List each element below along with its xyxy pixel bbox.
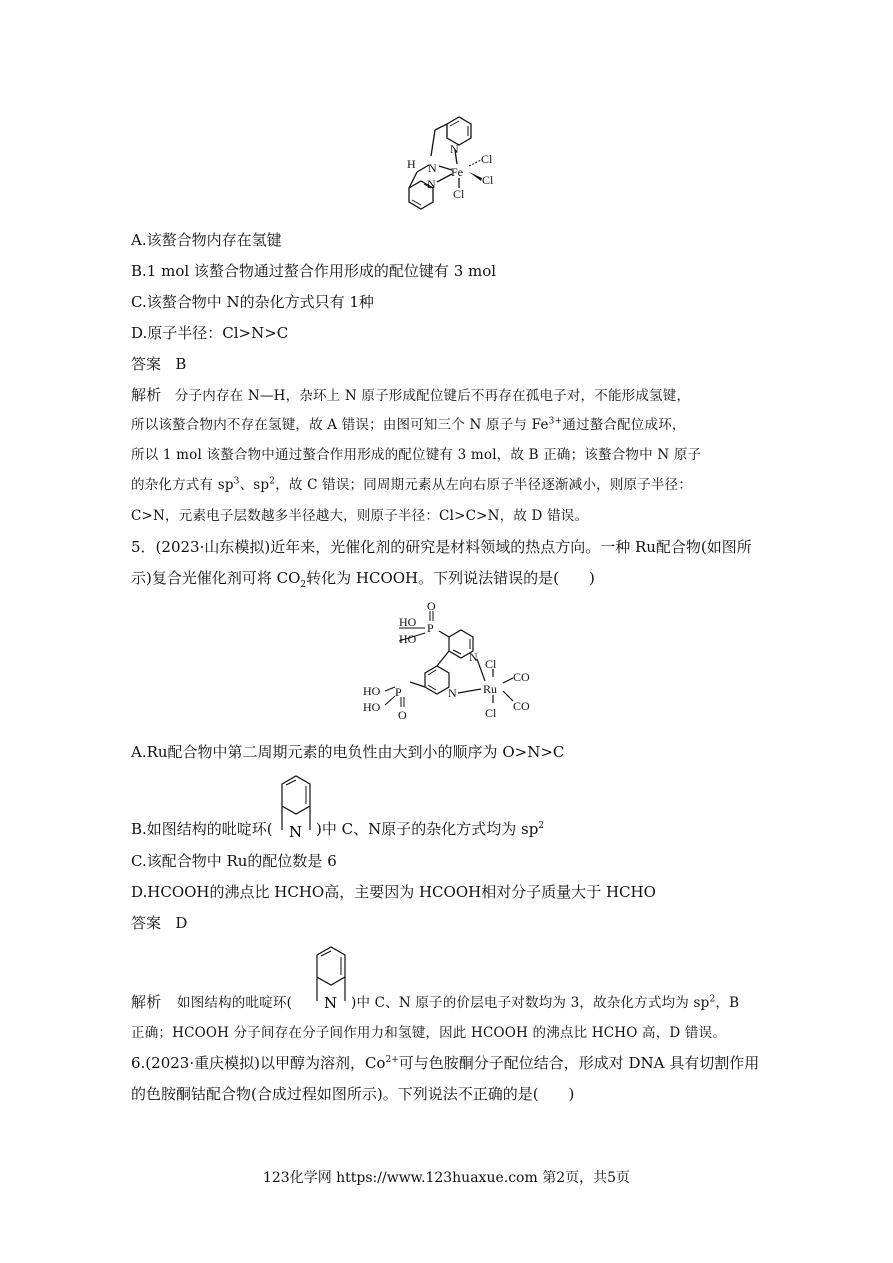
superscript: 2+ [385, 1055, 399, 1065]
q4-option-c: C.该螯合物中 N的杂化方式只有 1种 [131, 293, 374, 311]
pyridine-ring-icon [274, 772, 318, 842]
ring-n-atom: N [324, 994, 338, 1012]
explanation-text: 通过螯合配位成环， [562, 417, 686, 433]
q4-explanation-line-2 [131, 414, 686, 436]
superscript: 2 [538, 821, 545, 831]
q4-explanation-line-1 [131, 384, 690, 407]
cl-atom: Cl [485, 657, 497, 671]
ru-atom: Ru [483, 682, 498, 696]
explanation-text: 所以该螯合物内不存在氢键，故 A 错误；由图可知三个 N 原子与 Fe [131, 417, 549, 433]
co-ligand: CO [513, 670, 530, 684]
o-atom: O [398, 708, 407, 722]
q5-answer [131, 912, 187, 934]
cl-atom: Cl [453, 187, 465, 201]
fe-chelate-structure [395, 108, 505, 223]
cl-atom: Cl [485, 706, 497, 720]
h-atom: H [407, 157, 416, 171]
n-atom: N [448, 686, 457, 700]
fe-atom: Fe [451, 165, 463, 179]
q5-option-d: D.HCOOH的沸点比 HCHO高，主要因为 HCOOH相对分子质量大于 HCHO [131, 883, 656, 901]
subscript: 2 [300, 580, 307, 590]
q4-explanation-line-3: 所以 1 mol 该螯合物中通过螯合作用形成的配位键有 3 mol，故 B 正确；该螯合物中 N 原子 [131, 447, 702, 463]
page-footer: 123化学网 https://www.123huaxue.com 第2页，共5页 [262, 1170, 631, 1186]
stem-text: 6.(2023·重庆模拟)以甲醇为溶剂，Co [131, 1054, 386, 1072]
stem-text: 示)复合光催化剂可将 CO [131, 569, 301, 587]
p-atom: P [427, 621, 434, 635]
stem-text: 可与色胺酮分子配位结合，形成对 DNA 具有切割作用 [398, 1054, 760, 1072]
ho-group: HO [399, 615, 417, 629]
q4-option-a: A.该螯合物内存在氢键 [131, 231, 282, 249]
q4-option-d: D.原子半径：Cl>N>C [131, 324, 289, 342]
option-text: B.如图结构的吡啶环( [131, 820, 273, 838]
explanation-text: ，B [715, 995, 740, 1011]
explanation-text: 如图结构的吡啶环( [177, 995, 293, 1011]
explanation-text: 的杂化方式有 sp [131, 477, 234, 493]
ho-group: HO [399, 632, 417, 646]
ru-complex-structure [355, 597, 555, 727]
q6-stem-line-2: 的色胺酮钴配合物(合成过程如图所示)。下列说法不正确的是( ) [131, 1085, 575, 1103]
ring-n-atom: N [289, 823, 303, 841]
cl-atom: Cl [482, 173, 494, 187]
p-atom: P [395, 685, 402, 699]
ho-group: HO [363, 684, 381, 698]
n-ring-bottom: N [427, 177, 436, 191]
q4-explanation-line-4 [131, 474, 692, 496]
q5-stem-line-2 [131, 567, 595, 589]
stem-text: 转化为 HCOOH。下列说法错误的是( ) [306, 569, 595, 587]
explanation-text: 、sp [239, 477, 270, 493]
explanation-text: ，故 C 错误；同周期元素从左向右原子半径逐渐减小，则原子半径： [275, 477, 693, 493]
n-ring-top: N [450, 142, 459, 156]
option-text: )中 C、N原子的杂化方式均为 sp [316, 820, 539, 838]
explanation-text: 分子内存在 N—H，杂环上 N 原子形成配位键后不再存在孤电子对，不能形成氢键， [174, 388, 691, 404]
explanation-label: 解析 [131, 386, 162, 404]
superscript: 2 [709, 994, 716, 1005]
pyridine-ring-icon [309, 943, 353, 1013]
cl-atom: Cl [481, 152, 493, 166]
explanation-label: 解析 [131, 993, 162, 1011]
superscript: 3 [233, 476, 240, 487]
answer-value: D [175, 914, 188, 932]
q5-option-a: A.Ru配合物中第二周期元素的电负性由大到小的顺序为 O>N>C [131, 743, 565, 761]
o-atom: O [427, 599, 436, 613]
ho-group: HO [363, 700, 381, 714]
q4-answer [131, 353, 186, 375]
answer-label: 答案 [131, 355, 162, 373]
superscript: 3+ [548, 416, 563, 427]
co-ligand: CO [513, 699, 530, 713]
q5-stem-line-1: 5．(2023·山东模拟)近年来，光催化剂的研究是材料领域的热点方向。一种 Ru配合物(如图所 [131, 538, 752, 556]
q5-explanation-line-2: 正确；HCOOH 分子间存在分子间作用力和氢键，因此 HCOOH 的沸点比 HCHO 高，D 错误。 [131, 1025, 727, 1041]
answer-value: B [175, 355, 187, 373]
n-atom: N [469, 650, 478, 664]
explanation-text: )中 C、N 原子的价层电子对数均为 3，故杂化方式均为 sp [351, 995, 710, 1011]
n-amine: N [428, 161, 437, 175]
q5-option-c: C.该配合物中 Ru的配位数是 6 [131, 852, 337, 870]
answer-label: 答案 [131, 914, 162, 932]
q4-option-b: B.1 mol 该螯合物通过螯合作用形成的配位键有 3 mol [131, 262, 497, 280]
superscript: 2 [269, 476, 276, 487]
q4-explanation-line-5: C>N，元素电子层数越多半径越大，则原子半径：Cl>C>N，故 D 错误。 [131, 508, 589, 524]
q6-stem-line-1 [131, 1052, 759, 1074]
